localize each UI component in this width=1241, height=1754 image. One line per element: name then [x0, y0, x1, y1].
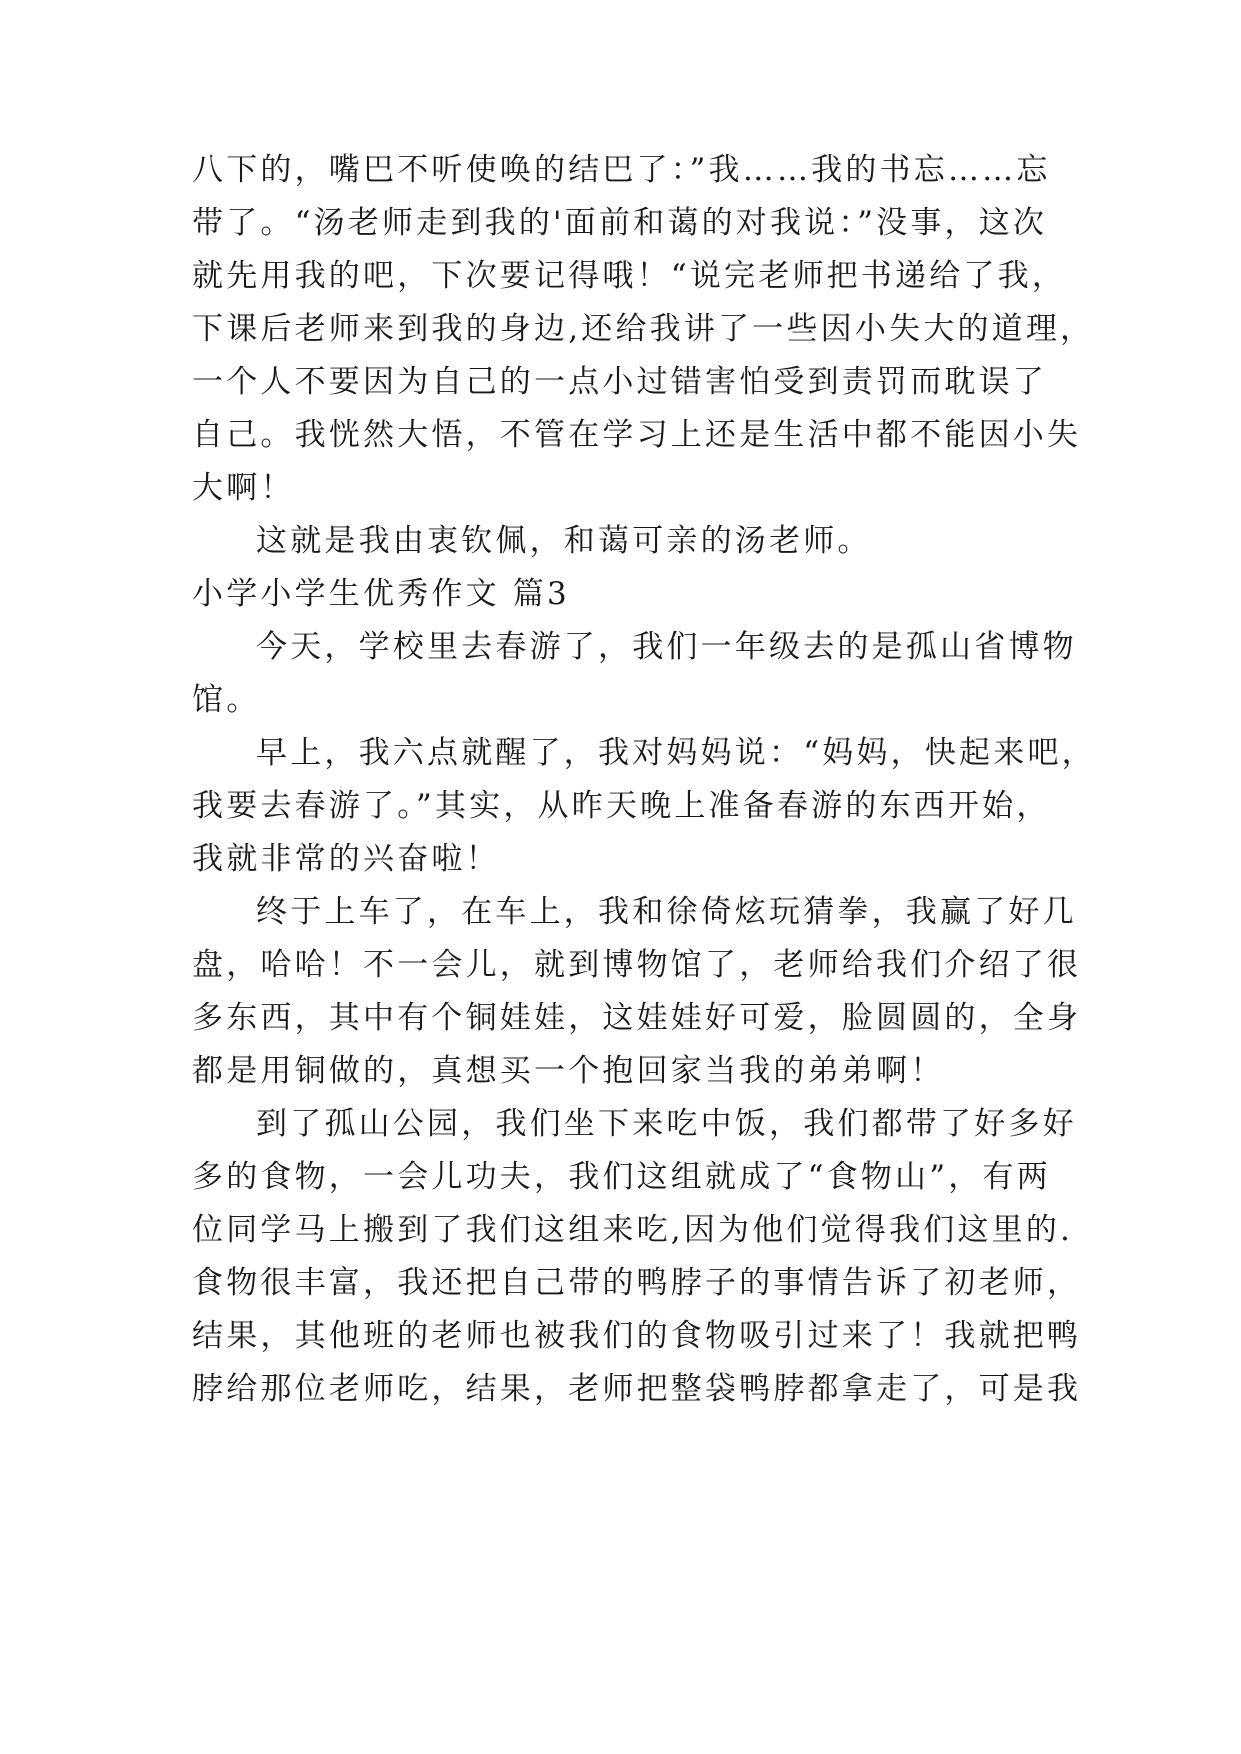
text-line: 盘，哈哈！不一会儿，就到博物馆了，老师给我们介绍了很: [192, 947, 1082, 983]
text-line: 下课后老师来到我的身边,还给我讲了一些因小失大的道理，: [192, 311, 1095, 347]
text-line: 大啊！: [192, 470, 295, 506]
text-line: 我要去春游了。”其实，从昨天晚上准备春游的东西开始，: [192, 788, 1051, 824]
text-line: 多的食物，一会儿功夫，我们这组就成了“食物山”，有两: [192, 1159, 1051, 1195]
text-line: 我就非常的兴奋啦！: [192, 841, 500, 877]
text-line: 这就是我由衷钦佩，和蔼可亲的汤老师。: [256, 523, 872, 559]
text-line: 脖给那位老师吃，结果，老师把整袋鸭脖都拿走了，可是我: [192, 1371, 1082, 1407]
text-line: 位同学马上搬到了我们这组来吃,因为他们觉得我们这里的.: [192, 1212, 1074, 1248]
section-heading: 小学小学生优秀作文 篇3: [192, 576, 570, 612]
text-line: 馆。: [192, 682, 261, 718]
text-line: 八下的，嘴巴不听使唤的结巴了：”我……我的书忘……忘: [192, 152, 1051, 188]
text-line: 都是用铜做的，真想买一个抱回家当我的弟弟啊！: [192, 1053, 945, 1089]
text-line: 结果，其他班的老师也被我们的食物吸引过来了！我就把鸭: [192, 1318, 1082, 1354]
text-line: 早上，我六点就醒了，我对妈妈说：“妈妈，快起来吧，: [256, 735, 1096, 771]
text-line: 食物很丰富，我还把自己带的鸭脖子的事情告诉了初老师，: [192, 1265, 1082, 1301]
text-line: 带了。“汤老师走到我的'面前和蔼的对我说：”没事，这次: [192, 205, 1048, 241]
text-line: 到了孤山公园，我们坐下来吃中饭，我们都带了好多好: [256, 1106, 1077, 1142]
text-line: 自己。我恍然大悟，不管在学习上还是生活中都不能因小失: [192, 417, 1082, 453]
text-line: 一个人不要因为自己的一点小过错害怕受到责罚而耽误了: [192, 364, 1047, 400]
text-line: 终于上车了，在车上，我和徐倚炫玩猜拳，我赢了好几: [256, 894, 1077, 930]
text-line: 就先用我的吧，下次要记得哦！“说完老师把书递给了我，: [192, 258, 1067, 294]
text-line: 多东西，其中有个铜娃娃，这娃娃好可爱，脸圆圆的，全身: [192, 1000, 1082, 1036]
text-line: 今天，学校里去春游了，我们一年级去的是孤山省博物: [256, 629, 1077, 665]
